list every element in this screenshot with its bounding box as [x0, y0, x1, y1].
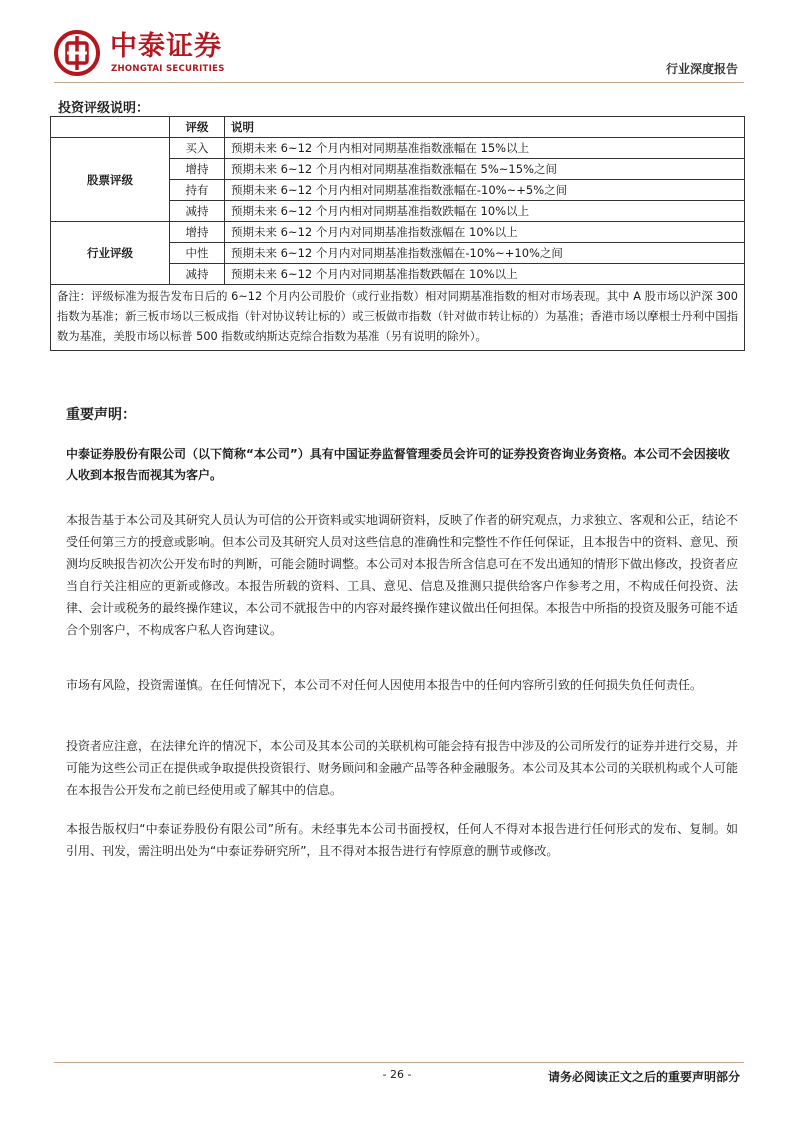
grade-cell: 增持 — [170, 159, 225, 180]
table-row — [51, 222, 745, 243]
table-row — [51, 138, 745, 159]
rating-note: 备注：评级标准为报告发布日后的 6~12 个月内公司股价（或行业指数）相对同期基准指数的相对市场表现。其中 A 股市场以沪深 300 指数为基准；新三板市场以三板成指（针对协议转让标的）或三板做市指数（针对做市转让标的）为基准；香港市场以摩根士丹利中国指数为基准，美股市场以标普 500 指数或纳斯达克综合指数为基准（另有说明的除外）。 — [51, 285, 745, 351]
grade-cell: 增持 — [170, 222, 225, 243]
report-type: 行业深度报告 — [665, 62, 738, 76]
empty-cell — [51, 117, 170, 138]
disclaimer-lead: 中泰证券股份有限公司（以下简称“本公司”）具有中国证券监督管理委员会许可的证券投资咨询业务资格。本公司不会因接收人收到本报告而视其为客户。 — [66, 447, 730, 482]
grade-cell: 中性 — [170, 243, 225, 264]
industry-rating-group: 行业评级 — [51, 222, 170, 285]
disclaimer-paragraph: 市场有风险，投资需谨慎。在任何情况下，本公司不对任何人因使用本报告中的任何内容所引致的任何损失负任何责任。 — [66, 678, 703, 692]
page-number: - 26 - — [382, 1068, 412, 1081]
desc-cell: 预期未来 6~12 个月内对同期基准指数跌幅在 10%以上 — [225, 264, 745, 285]
brand-name-cn: 中泰证券 — [110, 31, 222, 62]
header-desc: 说明 — [225, 117, 745, 138]
desc-cell: 预期未来 6~12 个月内相对同期基准指数涨幅在 15%以上 — [225, 138, 745, 159]
page-header — [54, 30, 744, 80]
disclaimer-paragraph: 本报告基于本公司及其研究人员认为可信的公开资料或实地调研资料，反映了作者的研究观点，力求独立、客观和公正，结论不受任何第三方的授意或影响。但本公司及其研究人员对这些信息的准确性和完整性不作任何保证，且本报告中的资料、意见、预测均反映报告初次公开发布时的判断，可能会随时调整。本公司对本报告所含信息可在不发出通知的情形下做出修改，投资者应当自行关注相应的更新或修改。本报告所载的资料、工具、意见、信息及推测只提供给客户作参考之用，不构成任何投资、法律、会计或税务的最终操作建议，本公司不就报告中的内容对最终操作建议做出任何担保。本报告中所指的投资及服务可能不适合个别客户，不构成客户私人咨询建议。 — [66, 513, 739, 637]
header-divider — [54, 82, 744, 83]
footer-note: 请务必阅读正文之后的重要声明部分 — [547, 1070, 740, 1084]
footer-divider — [54, 1062, 744, 1063]
grade-cell: 减持 — [170, 264, 225, 285]
disclaimer-paragraph: 本报告版权归“中泰证券股份有限公司”所有。未经事先本公司书面授权，任何人不得对本报告进行任何形式的发布、复制。如引用、刊发，需注明出处为“中泰证券研究所”，且不得对本报告进行有悖原意的删节或修改。 — [66, 822, 738, 858]
grade-cell: 减持 — [170, 201, 225, 222]
rating-section-title: 投资评级说明： — [58, 101, 150, 116]
desc-cell: 预期未来 6~12 个月内相对同期基准指数涨幅在 5%~15%之间 — [225, 159, 745, 180]
disclaimer-paragraph: 投资者应注意，在法律允许的情况下，本公司及其本公司的关联机构可能会持有报告中涉及的公司所发行的证券并进行交易，并可能为这些公司正在提供或争取提供投资银行、财务顾问和金融产品等各种金融服务。本公司及其本公司的关联机构或个人可能在本报告公开发布之前已经使用或了解其中的信息。 — [66, 739, 739, 797]
grade-cell: 持有 — [170, 180, 225, 201]
desc-cell: 预期未来 6~12 个月内对同期基准指数涨幅在 10%以上 — [225, 222, 745, 243]
header-grade: 评级 — [170, 117, 225, 138]
table-note-row — [51, 285, 745, 351]
grade-cell: 买入 — [170, 138, 225, 159]
desc-cell: 预期未来 6~12 个月内对同期基准指数涨幅在-10%~+10%之间 — [225, 243, 745, 264]
brand-name-en: ZHONGTAI SECURITIES — [111, 64, 225, 74]
zhongtai-logo-icon — [54, 30, 100, 76]
rating-table — [50, 116, 745, 351]
desc-cell: 预期未来 6~12 个月内相对同期基准指数涨幅在-10%~+5%之间 — [225, 180, 745, 201]
table-header-row — [51, 117, 745, 138]
desc-cell: 预期未来 6~12 个月内相对同期基准指数跌幅在 10%以上 — [225, 201, 745, 222]
stock-rating-group: 股票评级 — [51, 138, 170, 222]
disclaimer-title: 重要声明： — [66, 407, 136, 423]
